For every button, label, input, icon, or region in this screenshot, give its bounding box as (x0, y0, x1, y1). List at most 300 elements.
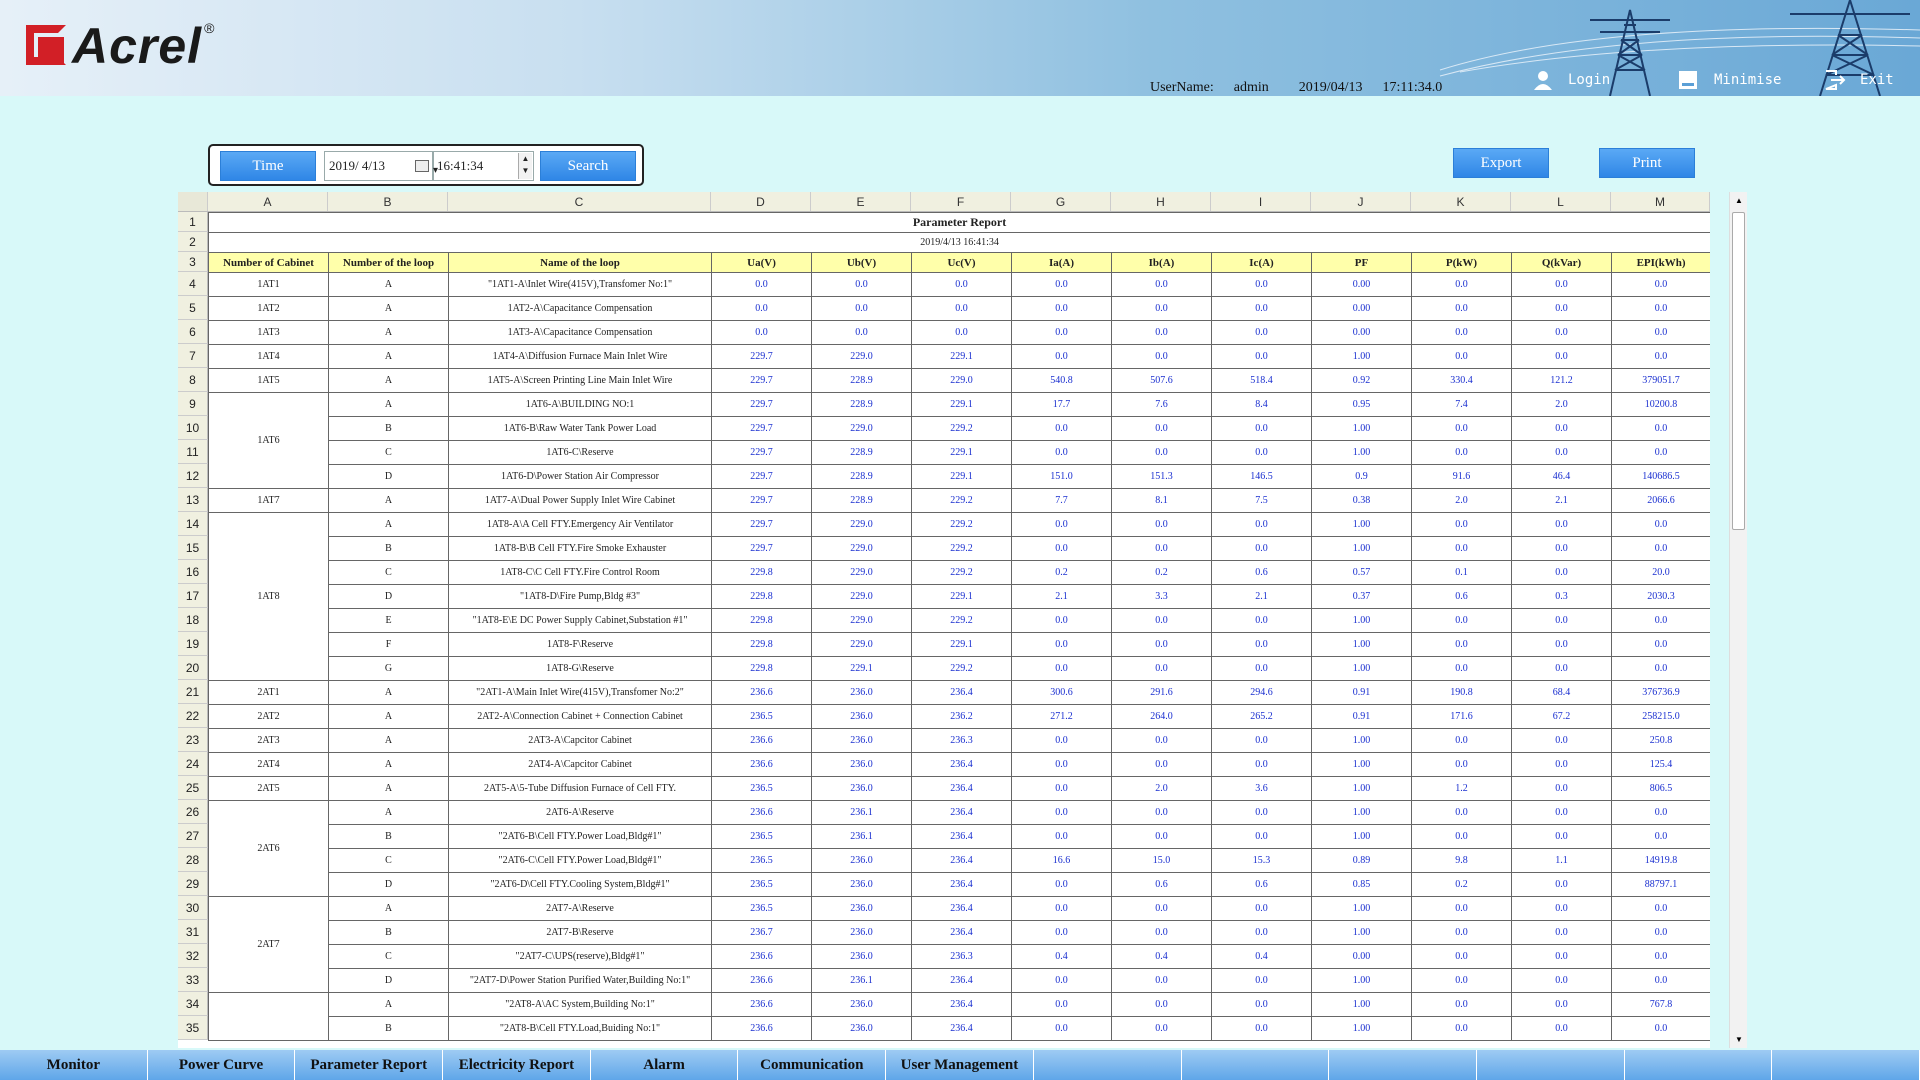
value-cell[interactable]: 0.0 (1112, 537, 1212, 561)
value-cell[interactable]: 0.0 (1612, 273, 1711, 297)
value-cell[interactable]: 1.1 (1512, 849, 1612, 873)
value-cell[interactable]: 0.0 (1012, 897, 1112, 921)
value-cell[interactable]: 236.5 (712, 825, 812, 849)
value-cell[interactable]: 236.0 (812, 873, 912, 897)
row-number[interactable]: 17 (178, 584, 208, 608)
value-cell[interactable]: 0.0 (1212, 513, 1312, 537)
value-cell[interactable]: 46.4 (1512, 465, 1612, 489)
value-cell[interactable]: 236.4 (912, 825, 1012, 849)
value-cell[interactable]: 0.2 (1012, 561, 1112, 585)
value-cell[interactable]: 229.0 (812, 417, 912, 441)
value-cell[interactable]: 0.6 (1212, 873, 1312, 897)
value-cell[interactable]: 151.3 (1112, 465, 1212, 489)
value-cell[interactable]: 0.0 (1112, 729, 1212, 753)
value-cell[interactable]: 236.4 (912, 921, 1012, 945)
loop-cell[interactable]: B (329, 1017, 449, 1041)
value-cell[interactable]: 0.0 (1012, 753, 1112, 777)
value-cell[interactable]: 0.0 (1512, 1017, 1612, 1041)
value-cell[interactable]: 0.0 (1512, 777, 1612, 801)
value-cell[interactable]: 0.0 (1012, 297, 1112, 321)
row-number[interactable]: 2 (178, 232, 208, 252)
value-cell[interactable]: 228.9 (812, 441, 912, 465)
row-number[interactable]: 3 (178, 252, 208, 272)
value-cell[interactable]: 68.4 (1512, 681, 1612, 705)
row-number[interactable]: 15 (178, 536, 208, 560)
value-cell[interactable]: 236.1 (812, 825, 912, 849)
value-cell[interactable]: 229.2 (912, 609, 1012, 633)
value-cell[interactable]: 2.1 (1012, 585, 1112, 609)
value-cell[interactable]: 0.0 (1412, 921, 1512, 945)
table-header-cell[interactable]: Number of Cabinet (209, 253, 329, 273)
value-cell[interactable]: 0.0 (1412, 825, 1512, 849)
vertical-scrollbar[interactable] (1729, 192, 1747, 1048)
loop-name-cell[interactable]: 1AT2-A\Capacitance Compensation (449, 297, 712, 321)
value-cell[interactable]: 229.2 (912, 489, 1012, 513)
value-cell[interactable]: 0.0 (1412, 633, 1512, 657)
value-cell[interactable]: 0.0 (1412, 345, 1512, 369)
value-cell[interactable]: 0.0 (1112, 297, 1212, 321)
value-cell[interactable]: 0.0 (1412, 537, 1512, 561)
loop-cell[interactable]: A (329, 729, 449, 753)
table-header-cell[interactable]: P(kW) (1412, 253, 1512, 273)
value-cell[interactable]: 121.2 (1512, 369, 1612, 393)
loop-cell[interactable]: A (329, 777, 449, 801)
value-cell[interactable]: 0.2 (1112, 561, 1212, 585)
value-cell[interactable]: 229.0 (812, 585, 912, 609)
value-cell[interactable]: 0.0 (1112, 993, 1212, 1017)
value-cell[interactable]: 3.3 (1112, 585, 1212, 609)
cabinet-cell[interactable]: 2AT3 (209, 729, 329, 753)
value-cell[interactable]: 1.00 (1312, 609, 1412, 633)
row-number[interactable]: 21 (178, 680, 208, 704)
value-cell[interactable]: 0.0 (1612, 513, 1711, 537)
value-cell[interactable]: 16.6 (1012, 849, 1112, 873)
value-cell[interactable]: 0.0 (1212, 921, 1312, 945)
loop-name-cell[interactable]: 1AT3-A\Capacitance Compensation (449, 321, 712, 345)
value-cell[interactable]: 0.38 (1312, 489, 1412, 513)
value-cell[interactable]: 229.1 (912, 345, 1012, 369)
loop-name-cell[interactable]: 1AT6-D\Power Station Air Compressor (449, 465, 712, 489)
value-cell[interactable]: 271.2 (1012, 705, 1112, 729)
column-header[interactable]: H (1111, 192, 1211, 211)
row-number[interactable]: 1 (178, 212, 208, 232)
value-cell[interactable]: 229.1 (912, 465, 1012, 489)
value-cell[interactable]: 0.0 (1012, 873, 1112, 897)
row-number[interactable]: 25 (178, 776, 208, 800)
value-cell[interactable]: 15.0 (1112, 849, 1212, 873)
value-cell[interactable]: 236.5 (712, 873, 812, 897)
value-cell[interactable]: 0.0 (1112, 753, 1212, 777)
loop-cell[interactable]: B (329, 417, 449, 441)
value-cell[interactable]: 236.0 (812, 945, 912, 969)
row-number[interactable]: 20 (178, 656, 208, 680)
value-cell[interactable]: 236.4 (912, 801, 1012, 825)
value-cell[interactable]: 0.0 (1112, 633, 1212, 657)
value-cell[interactable]: 0.0 (1112, 921, 1212, 945)
value-cell[interactable]: 1.00 (1312, 777, 1412, 801)
value-cell[interactable]: 0.0 (1612, 1017, 1711, 1041)
value-cell[interactable]: 236.4 (912, 969, 1012, 993)
column-header[interactable]: K (1411, 192, 1511, 211)
value-cell[interactable]: 1.00 (1312, 897, 1412, 921)
minimise-button[interactable] (1678, 70, 1824, 90)
row-number[interactable]: 6 (178, 320, 208, 344)
scroll-down-icon[interactable]: ▼ (1735, 1035, 1743, 1044)
exit-button[interactable] (1824, 70, 1920, 90)
value-cell[interactable]: 0.0 (1012, 633, 1112, 657)
value-cell[interactable]: 7.6 (1112, 393, 1212, 417)
table-header-cell[interactable]: Number of the loop (329, 253, 449, 273)
loop-name-cell[interactable]: "1AT8-E\E DC Power Supply Cabinet,Substation #1" (449, 609, 712, 633)
cabinet-cell[interactable]: 1AT6 (209, 393, 329, 489)
column-header[interactable]: E (811, 192, 911, 211)
value-cell[interactable]: 1.00 (1312, 969, 1412, 993)
value-cell[interactable]: 229.2 (912, 537, 1012, 561)
column-header[interactable]: F (911, 192, 1011, 211)
value-cell[interactable]: 229.8 (712, 609, 812, 633)
value-cell[interactable]: 7.7 (1012, 489, 1112, 513)
value-cell[interactable]: 236.0 (812, 777, 912, 801)
value-cell[interactable]: 236.0 (812, 1017, 912, 1041)
value-cell[interactable]: 264.0 (1112, 705, 1212, 729)
value-cell[interactable]: 0.9 (1312, 465, 1412, 489)
value-cell[interactable]: 0.0 (1512, 609, 1612, 633)
value-cell[interactable]: 229.0 (812, 561, 912, 585)
value-cell[interactable]: 0.0 (1212, 753, 1312, 777)
value-cell[interactable]: 0.0 (1612, 801, 1711, 825)
value-cell[interactable]: 236.6 (712, 801, 812, 825)
value-cell[interactable]: 250.8 (1612, 729, 1711, 753)
value-cell[interactable]: 0.0 (1612, 825, 1711, 849)
value-cell[interactable]: 236.5 (712, 897, 812, 921)
value-cell[interactable]: 0.0 (912, 273, 1012, 297)
value-cell[interactable]: 9.8 (1412, 849, 1512, 873)
value-cell[interactable]: 88797.1 (1612, 873, 1711, 897)
value-cell[interactable]: 229.7 (712, 345, 812, 369)
cabinet-cell[interactable]: 1AT1 (209, 273, 329, 297)
loop-cell[interactable]: A (329, 681, 449, 705)
table-header-cell[interactable]: Uc(V) (912, 253, 1012, 273)
value-cell[interactable]: 0.0 (1112, 609, 1212, 633)
value-cell[interactable]: 0.0 (712, 321, 812, 345)
value-cell[interactable]: 0.0 (1012, 777, 1112, 801)
login-button[interactable] (1532, 70, 1678, 90)
value-cell[interactable]: 0.0 (1512, 657, 1612, 681)
row-number[interactable]: 26 (178, 800, 208, 824)
value-cell[interactable]: 0.0 (812, 321, 912, 345)
loop-cell[interactable]: A (329, 273, 449, 297)
value-cell[interactable]: 0.0 (1112, 657, 1212, 681)
value-cell[interactable]: 0.0 (1112, 417, 1212, 441)
value-cell[interactable]: 236.7 (712, 921, 812, 945)
value-cell[interactable]: 0.4 (1112, 945, 1212, 969)
nav-tab[interactable] (1182, 1050, 1330, 1080)
value-cell[interactable]: 125.4 (1612, 753, 1711, 777)
value-cell[interactable]: 1.00 (1312, 825, 1412, 849)
value-cell[interactable]: 0.0 (1212, 537, 1312, 561)
loop-name-cell[interactable]: 1AT8-B\B Cell FTY.Fire Smoke Exhauster (449, 537, 712, 561)
value-cell[interactable]: 0.00 (1312, 945, 1412, 969)
loop-name-cell[interactable]: 1AT7-A\Dual Power Supply Inlet Wire Cabinet (449, 489, 712, 513)
value-cell[interactable]: 0.0 (1012, 537, 1112, 561)
value-cell[interactable]: 0.0 (1412, 753, 1512, 777)
value-cell[interactable]: 376736.9 (1612, 681, 1711, 705)
value-cell[interactable]: 507.6 (1112, 369, 1212, 393)
column-header[interactable]: D (711, 192, 811, 211)
row-number[interactable]: 13 (178, 488, 208, 512)
value-cell[interactable]: 236.1 (812, 801, 912, 825)
value-cell[interactable]: 0.0 (1012, 729, 1112, 753)
value-cell[interactable]: 0.91 (1312, 705, 1412, 729)
value-cell[interactable]: 0.0 (1112, 273, 1212, 297)
value-cell[interactable]: 258215.0 (1612, 705, 1711, 729)
value-cell[interactable]: 2.1 (1512, 489, 1612, 513)
loop-name-cell[interactable]: "2AT7-D\Power Station Purified Water,Building No:1" (449, 969, 712, 993)
value-cell[interactable]: 236.0 (812, 705, 912, 729)
value-cell[interactable]: 0.85 (1312, 873, 1412, 897)
value-cell[interactable]: 0.0 (1612, 633, 1711, 657)
value-cell[interactable]: 0.0 (1512, 729, 1612, 753)
time-button[interactable]: Time (220, 151, 316, 181)
value-cell[interactable]: 0.0 (1212, 993, 1312, 1017)
value-cell[interactable]: 0.0 (1012, 417, 1112, 441)
loop-name-cell[interactable]: "2AT1-A\Main Inlet Wire(415V),Transfomer No:2" (449, 681, 712, 705)
value-cell[interactable]: 236.6 (712, 945, 812, 969)
value-cell[interactable]: 2.0 (1412, 489, 1512, 513)
loop-cell[interactable]: A (329, 993, 449, 1017)
value-cell[interactable]: 91.6 (1412, 465, 1512, 489)
loop-cell[interactable]: A (329, 489, 449, 513)
value-cell[interactable]: 518.4 (1212, 369, 1312, 393)
value-cell[interactable]: 229.7 (712, 393, 812, 417)
value-cell[interactable]: 0.0 (1212, 441, 1312, 465)
value-cell[interactable]: 0.0 (1412, 897, 1512, 921)
value-cell[interactable]: 0.0 (1412, 297, 1512, 321)
value-cell[interactable]: 0.0 (1512, 993, 1612, 1017)
value-cell[interactable]: 228.9 (812, 369, 912, 393)
loop-name-cell[interactable]: 1AT8-C\C Cell FTY.Fire Control Room (449, 561, 712, 585)
value-cell[interactable]: 1.00 (1312, 417, 1412, 441)
value-cell[interactable]: 540.8 (1012, 369, 1112, 393)
value-cell[interactable]: 0.0 (1412, 801, 1512, 825)
column-header[interactable]: C (448, 192, 711, 211)
value-cell[interactable]: 229.2 (912, 417, 1012, 441)
value-cell[interactable]: 0.0 (1012, 825, 1112, 849)
value-cell[interactable]: 0.0 (1612, 345, 1711, 369)
value-cell[interactable]: 236.4 (912, 681, 1012, 705)
value-cell[interactable]: 228.9 (812, 465, 912, 489)
value-cell[interactable]: 229.7 (712, 513, 812, 537)
cabinet-cell[interactable]: 1AT4 (209, 345, 329, 369)
column-header[interactable]: M (1611, 192, 1710, 211)
value-cell[interactable]: 0.0 (1412, 417, 1512, 441)
loop-name-cell[interactable]: 2AT7-A\Reserve (449, 897, 712, 921)
value-cell[interactable]: 0.0 (1012, 993, 1112, 1017)
value-cell[interactable]: 0.0 (1512, 921, 1612, 945)
value-cell[interactable]: 236.6 (712, 681, 812, 705)
value-cell[interactable]: 0.95 (1312, 393, 1412, 417)
value-cell[interactable]: 0.0 (1212, 273, 1312, 297)
loop-cell[interactable]: B (329, 825, 449, 849)
nav-tab[interactable] (1034, 1050, 1182, 1080)
row-number[interactable]: 18 (178, 608, 208, 632)
time-spinner-icon[interactable]: ▲ ▼ (518, 153, 532, 179)
loop-name-cell[interactable]: 1AT6-A\BUILDING NO:1 (449, 393, 712, 417)
row-number[interactable]: 10 (178, 416, 208, 440)
column-header[interactable]: G (1011, 192, 1111, 211)
value-cell[interactable]: 236.2 (912, 705, 1012, 729)
value-cell[interactable]: 229.0 (812, 609, 912, 633)
table-header-cell[interactable]: Ic(A) (1212, 253, 1312, 273)
value-cell[interactable]: 229.7 (712, 489, 812, 513)
loop-name-cell[interactable]: 2AT7-B\Reserve (449, 921, 712, 945)
value-cell[interactable]: 229.2 (912, 561, 1012, 585)
value-cell[interactable]: 0.4 (1012, 945, 1112, 969)
value-cell[interactable]: 0.0 (1212, 825, 1312, 849)
value-cell[interactable]: 0.0 (1012, 609, 1112, 633)
loop-cell[interactable]: G (329, 657, 449, 681)
nav-tab[interactable]: Monitor (0, 1050, 148, 1080)
value-cell[interactable]: 0.0 (1512, 825, 1612, 849)
value-cell[interactable]: 0.91 (1312, 681, 1412, 705)
value-cell[interactable]: 0.0 (1012, 441, 1112, 465)
value-cell[interactable]: 171.6 (1412, 705, 1512, 729)
value-cell[interactable]: 236.1 (812, 969, 912, 993)
value-cell[interactable]: 0.0 (1612, 921, 1711, 945)
loop-name-cell[interactable]: "2AT6-C\Cell FTY.Power Load,Bldg#1" (449, 849, 712, 873)
value-cell[interactable]: 0.0 (1112, 801, 1212, 825)
cabinet-cell[interactable]: 2AT2 (209, 705, 329, 729)
value-cell[interactable]: 0.0 (1112, 441, 1212, 465)
value-cell[interactable]: 10200.8 (1612, 393, 1711, 417)
value-cell[interactable]: 767.8 (1612, 993, 1711, 1017)
value-cell[interactable]: 0.0 (1412, 441, 1512, 465)
value-cell[interactable]: 0.0 (1612, 657, 1711, 681)
time-picker[interactable] (432, 151, 534, 181)
value-cell[interactable]: 294.6 (1212, 681, 1312, 705)
value-cell[interactable]: 0.1 (1412, 561, 1512, 585)
loop-name-cell[interactable]: 2AT6-A\Reserve (449, 801, 712, 825)
value-cell[interactable]: 0.0 (1612, 609, 1711, 633)
value-cell[interactable]: 0.0 (1212, 609, 1312, 633)
value-cell[interactable]: 15.3 (1212, 849, 1312, 873)
value-cell[interactable]: 2066.6 (1612, 489, 1711, 513)
value-cell[interactable]: 236.0 (812, 993, 912, 1017)
value-cell[interactable]: 236.0 (812, 729, 912, 753)
row-number[interactable]: 19 (178, 632, 208, 656)
value-cell[interactable]: 0.0 (1412, 969, 1512, 993)
row-number[interactable]: 4 (178, 272, 208, 296)
loop-cell[interactable]: D (329, 969, 449, 993)
value-cell[interactable]: 8.1 (1112, 489, 1212, 513)
value-cell[interactable]: 229.8 (712, 561, 812, 585)
loop-name-cell[interactable]: 2AT5-A\5-Tube Diffusion Furnace of Cell FTY. (449, 777, 712, 801)
value-cell[interactable]: 236.0 (812, 897, 912, 921)
loop-cell[interactable]: A (329, 897, 449, 921)
table-header-cell[interactable]: Ia(A) (1012, 253, 1112, 273)
value-cell[interactable]: 229.0 (912, 369, 1012, 393)
value-cell[interactable]: 0.0 (1412, 993, 1512, 1017)
value-cell[interactable]: 0.0 (1512, 633, 1612, 657)
value-cell[interactable]: 229.8 (712, 585, 812, 609)
value-cell[interactable]: 229.8 (712, 657, 812, 681)
row-number[interactable]: 9 (178, 392, 208, 416)
row-number[interactable]: 33 (178, 968, 208, 992)
cabinet-cell[interactable]: 1AT5 (209, 369, 329, 393)
value-cell[interactable]: 1.00 (1312, 441, 1412, 465)
loop-cell[interactable]: A (329, 513, 449, 537)
value-cell[interactable]: 151.0 (1012, 465, 1112, 489)
nav-tab[interactable] (1329, 1050, 1477, 1080)
loop-name-cell[interactable]: "2AT8-A\AC System,Building No:1" (449, 993, 712, 1017)
loop-cell[interactable]: E (329, 609, 449, 633)
value-cell[interactable]: 229.7 (712, 441, 812, 465)
value-cell[interactable]: 0.0 (812, 273, 912, 297)
value-cell[interactable]: 2030.3 (1612, 585, 1711, 609)
cabinet-cell[interactable] (209, 993, 329, 1041)
value-cell[interactable]: 0.0 (1612, 417, 1711, 441)
value-cell[interactable]: 0.0 (1412, 273, 1512, 297)
value-cell[interactable]: 0.0 (912, 297, 1012, 321)
parameter-report-sheet[interactable] (178, 192, 1710, 1048)
loop-name-cell[interactable]: 1AT4-A\Diffusion Furnace Main Inlet Wire (449, 345, 712, 369)
loop-cell[interactable]: D (329, 873, 449, 897)
value-cell[interactable]: 0.0 (1012, 801, 1112, 825)
row-number[interactable]: 16 (178, 560, 208, 584)
loop-cell[interactable]: C (329, 561, 449, 585)
value-cell[interactable]: 0.0 (1212, 897, 1312, 921)
value-cell[interactable]: 229.7 (712, 537, 812, 561)
value-cell[interactable]: 229.1 (912, 585, 1012, 609)
value-cell[interactable]: 2.0 (1112, 777, 1212, 801)
value-cell[interactable]: 0.0 (1512, 873, 1612, 897)
value-cell[interactable]: 229.2 (912, 657, 1012, 681)
value-cell[interactable]: 229.1 (912, 441, 1012, 465)
report-title[interactable]: Parameter Report (209, 213, 1711, 233)
value-cell[interactable]: 0.0 (1512, 297, 1612, 321)
value-cell[interactable]: 0.0 (1512, 897, 1612, 921)
table-header-cell[interactable]: Ib(A) (1112, 253, 1212, 273)
row-number[interactable]: 35 (178, 1016, 208, 1040)
calendar-icon[interactable] (415, 160, 429, 172)
loop-name-cell[interactable]: 1AT5-A\Screen Printing Line Main Inlet Wire (449, 369, 712, 393)
value-cell[interactable]: 0.0 (1112, 969, 1212, 993)
value-cell[interactable]: 0.0 (1512, 801, 1612, 825)
value-cell[interactable]: 0.0 (1412, 609, 1512, 633)
value-cell[interactable]: 236.6 (712, 753, 812, 777)
value-cell[interactable]: 1.00 (1312, 1017, 1412, 1041)
value-cell[interactable]: 236.5 (712, 777, 812, 801)
value-cell[interactable]: 229.7 (712, 369, 812, 393)
value-cell[interactable]: 0.0 (1412, 321, 1512, 345)
value-cell[interactable]: 0.0 (1512, 441, 1612, 465)
loop-cell[interactable]: A (329, 321, 449, 345)
value-cell[interactable]: 236.4 (912, 777, 1012, 801)
value-cell[interactable]: 236.0 (812, 681, 912, 705)
row-number[interactable]: 32 (178, 944, 208, 968)
value-cell[interactable]: 1.00 (1312, 633, 1412, 657)
loop-cell[interactable]: A (329, 345, 449, 369)
value-cell[interactable]: 0.0 (1512, 417, 1612, 441)
value-cell[interactable]: 0.57 (1312, 561, 1412, 585)
loop-cell[interactable]: A (329, 753, 449, 777)
value-cell[interactable]: 330.4 (1412, 369, 1512, 393)
value-cell[interactable]: 0.0 (1612, 441, 1711, 465)
loop-name-cell[interactable]: 2AT2-A\Connection Cabinet + Connection Cabinet (449, 705, 712, 729)
value-cell[interactable]: 0.0 (1512, 321, 1612, 345)
table-header-cell[interactable]: Ub(V) (812, 253, 912, 273)
loop-name-cell[interactable]: "1AT8-D\Fire Pump,Bldg #3" (449, 585, 712, 609)
